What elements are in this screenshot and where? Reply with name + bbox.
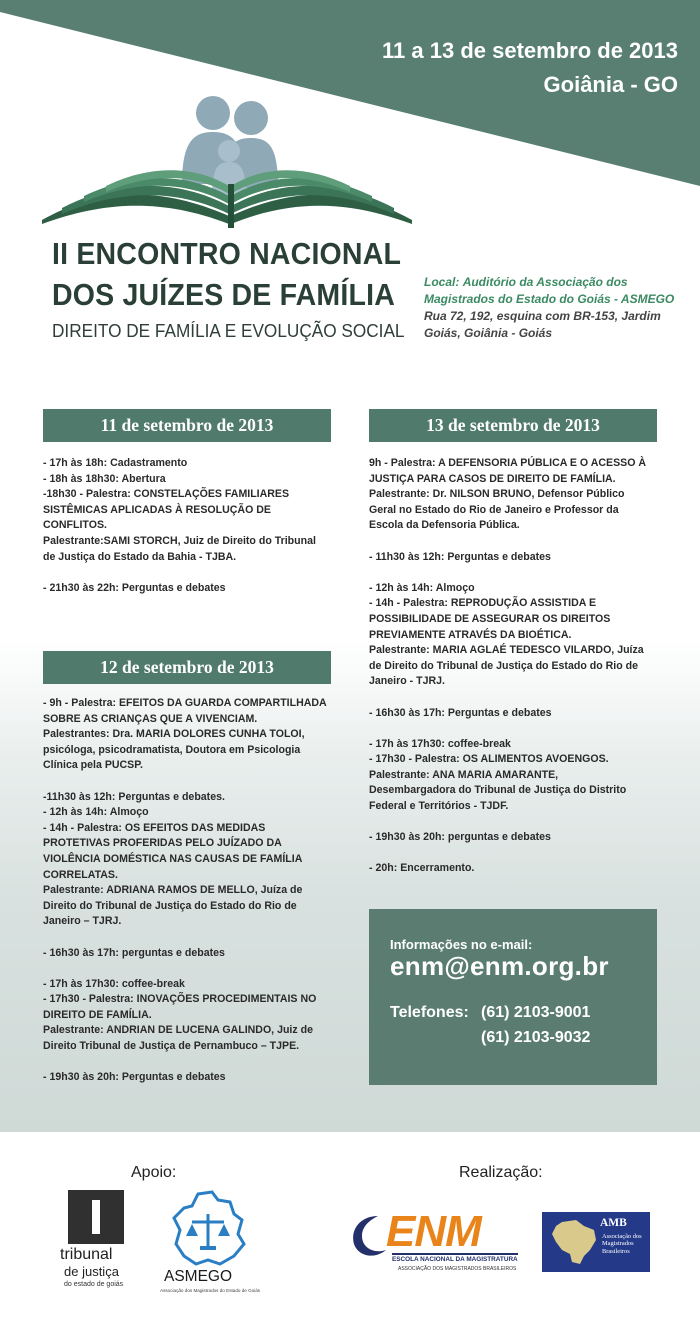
- schedule-line: - 17h às 17h30: coffee-break: [43, 977, 185, 990]
- schedule-sept-13: [369, 456, 669, 877]
- schedule-line: Janeiro - TJRJ.: [369, 675, 445, 688]
- schedule-line: -18h30 - Palestra: CONSTELAÇÕES FAMILIARES: [43, 488, 290, 501]
- schedule-line: Desembargadora do Tribunal de Justiça do Distrito: [369, 784, 627, 797]
- schedule-line: [43, 565, 343, 581]
- schedule-line: [43, 774, 343, 790]
- schedule-line: SISTÊMICAS APLICADAS À RESOLUÇÃO DE: [43, 503, 271, 516]
- schedule-line: PROTETIVAS PROFERIDAS PELO JUÍZADO DA: [43, 837, 282, 850]
- contact-phone-label: Telefones:: [390, 1004, 469, 1021]
- day-header-sept-13: 13 de setembro de 2013: [369, 409, 657, 442]
- amb-title: AMB: [600, 1217, 627, 1229]
- schedule-line: - 17h30 - Palestra: OS ALIMENTOS AVOENGOS.: [369, 753, 609, 766]
- schedule-sept-11: [43, 456, 343, 596]
- schedule-line: [369, 815, 669, 831]
- schedule-line: - 12h às 14h: Almoço: [43, 806, 149, 819]
- schedule-line: [369, 534, 669, 550]
- event-title-line-1: II ENCONTRO NACIONAL: [52, 236, 402, 271]
- tj-goias-logo: [60, 1190, 140, 1294]
- asmego-subtitle: Associação dos Magistrados do Estado de Goiás: [160, 1288, 261, 1293]
- schedule-line: [369, 721, 669, 737]
- contact-label: Informações no e-mail:: [390, 937, 533, 952]
- schedule-line: Clínica pela PUCSP.: [43, 759, 143, 772]
- event-city: Goiânia - GO: [543, 72, 678, 97]
- schedule-line: - 17h às 17h30: coffee-break: [369, 737, 511, 750]
- schedule-line: 9h - Palestra: A DEFENSORIA PÚBLICA E O ACESSO À: [369, 457, 647, 469]
- schedule-line: [43, 930, 343, 946]
- brazil-map-icon: [548, 1216, 600, 1268]
- schedule-line: - 14h - Palestra: OS EFEITOS DAS MEDIDAS: [43, 821, 266, 834]
- schedule-line: psicóloga, psicodramatista, Doutora em Psicologia: [43, 743, 301, 756]
- event-subtitle: DIREITO DE FAMÍLIA E EVOLUÇÃO SOCIAL: [52, 320, 405, 341]
- venue-label: Local:: [424, 275, 460, 289]
- amb-logo: [542, 1212, 650, 1272]
- schedule-line: Palestrante:SAMI STORCH, Juiz de Direito do Tribunal: [43, 534, 316, 547]
- tj-mark-bar: [92, 1200, 100, 1234]
- schedule-line: - 17h às 18h: Cadastramento: [43, 457, 188, 469]
- venue-line-1: [424, 274, 694, 291]
- tj-line-1: tribunal: [60, 1246, 113, 1263]
- venue-address-line-1: Rua 72, 192, esquina com BR-153, Jardim: [424, 309, 661, 323]
- schedule-line: Palestrante: MARIA AGLAÉ TEDESCO VILARDO, Juíza: [369, 644, 644, 657]
- contact-email-link[interactable]: enm@enm.org.br: [390, 951, 609, 981]
- schedule-line: [369, 690, 669, 706]
- schedule-sept-12: [43, 696, 343, 1086]
- schedule-line: CONFLITOS.: [43, 519, 107, 532]
- schedule-line: - 18h às 18h30: Abertura: [43, 472, 166, 485]
- contact-box: [369, 909, 657, 1085]
- schedule-line: VIOLÊNCIA DOMÉSTICA NAS CAUSAS DE FAMÍLIA: [43, 852, 303, 865]
- schedule-line: - 19h30 às 20h: Perguntas e debates: [43, 1071, 226, 1084]
- schedule-line: Federal e Territórios - TJDF.: [369, 800, 509, 813]
- tj-line-3: do estado de goiás: [64, 1281, 124, 1288]
- enm-letters: ENM: [386, 1207, 481, 1256]
- schedule-line: Escola da Defensoria Pública.: [369, 519, 520, 532]
- day-header-sept-12: 12 de setembro de 2013: [43, 651, 331, 684]
- goias-map-scales-icon: [168, 1190, 248, 1268]
- family-book-logo: [32, 96, 412, 236]
- venue-address-line-2: Goiás, Goiânia - Goiás: [424, 326, 553, 340]
- schedule-line: POSSIBILIDADE DE ASSEGURAR OS DIREITOS: [369, 612, 611, 625]
- schedule-line: Direito do Tribunal de Justiça do Estado do Rio de: [43, 899, 297, 912]
- schedule-line: - 9h - Palestra: EFEITOS DA GUARDA COMPARTILHADA: [43, 697, 327, 709]
- schedule-line: Palestrante: Dr. NILSON BRUNO, Defensor Público: [369, 488, 625, 501]
- schedule-line: Palestrante: ADRIANA RAMOS DE MELLO, Juíza de: [43, 884, 303, 897]
- contact-phone-2: (61) 2103-9032: [481, 1029, 591, 1046]
- schedule-line: Geral no Estado do Rio de Janeiro e Professor da: [369, 503, 619, 516]
- schedule-line: - 21h30 às 22h: Perguntas e debates: [43, 581, 226, 594]
- tj-line-2: de justiça: [64, 1264, 119, 1279]
- schedule-line: CORRELATAS.: [43, 868, 118, 881]
- enm-logo: [348, 1207, 518, 1276]
- schedule-line: Palestrantes: Dra. MARIA DOLORES CUNHA TOLOI,: [43, 728, 305, 741]
- schedule-line: Direito Tribunal de Justiça de Pernambuco – TJPE.: [43, 1040, 300, 1053]
- schedule-line: de Justiça do Estado da Bahia - TJBA.: [43, 550, 237, 563]
- schedule-line: - 11h30 às 12h: Perguntas e debates: [369, 550, 551, 563]
- schedule-line: -11h30 às 12h: Perguntas e debates.: [43, 790, 225, 803]
- asmego-name: ASMEGO: [164, 1268, 233, 1285]
- schedule-line: Janeiro – TJRJ.: [43, 915, 122, 928]
- day-header-sept-11: 11 de setembro de 2013: [43, 409, 331, 442]
- enm-subtitle: ASSOCIAÇÃO DOS MAGISTRADOS BRASILEIROS: [398, 1266, 517, 1272]
- schedule-line: Palestrante: ANDRIAN DE LUCENA GALINDO, Juiz de: [43, 1024, 313, 1037]
- schedule-line: Palestrante: ANA MARIA AMARANTE,: [369, 768, 559, 781]
- contact-phone-1: (61) 2103-9001: [481, 1004, 591, 1021]
- venue-name-line-1: Auditório da Associação dos: [462, 275, 628, 289]
- schedule-line: [369, 846, 669, 862]
- schedule-line: - 16h30 às 17h: perguntas e debates: [43, 946, 225, 959]
- schedule-line: JUSTIÇA PARA CASOS DE DIREITO DE FAMÍLIA.: [369, 472, 616, 485]
- enm-name: ESCOLA NACIONAL DA MAGISTRATURA: [392, 1253, 518, 1263]
- schedule-line: - 19h30 às 20h: perguntas e debates: [369, 831, 551, 844]
- venue-info: [424, 274, 694, 342]
- schedule-line: de Direito do Tribunal de Justiça do Estado do Rio de: [369, 659, 638, 672]
- schedule-line: - 17h30 - Palestra: INOVAÇÕES PROCEDIMENTAIS NO: [43, 993, 317, 1006]
- schedule-line: - 16h30 às 17h: Perguntas e debates: [369, 706, 552, 719]
- event-dates: 11 a 13 de setembro de 2013: [382, 38, 678, 63]
- schedule-line: SOBRE AS CRIANÇAS QUE A VIVENCIAM.: [43, 712, 258, 725]
- schedule-line: - 14h - Palestra: REPRODUÇÃO ASSISTIDA E: [369, 597, 597, 610]
- event-title-line-2: DOS JUÍZES DE FAMÍLIA: [52, 277, 395, 312]
- schedule-line: - 20h: Encerramento.: [369, 862, 475, 875]
- schedule-line: DIREITO DE FAMÍLIA.: [43, 1008, 152, 1021]
- schedule-line: - 12h às 14h: Almoço: [369, 581, 475, 594]
- asmego-logo: [160, 1190, 261, 1296]
- venue-name-line-2: Magistrados do Estado do Goiás - ASMEGO: [424, 292, 675, 306]
- schedule-line: [43, 961, 343, 977]
- schedule-line: [369, 565, 669, 581]
- schedule-line: PREVIAMENTE ATRAVÉS DA BIOÉTICA.: [369, 628, 572, 641]
- realizacao-label: Realização:: [459, 1164, 543, 1181]
- schedule-line: [43, 1055, 343, 1071]
- amb-subtitle: Associação dos Magistrados Brasileiros: [602, 1233, 642, 1255]
- apoio-label: Apoio:: [131, 1164, 177, 1181]
- tj-mark-icon: [68, 1190, 124, 1244]
